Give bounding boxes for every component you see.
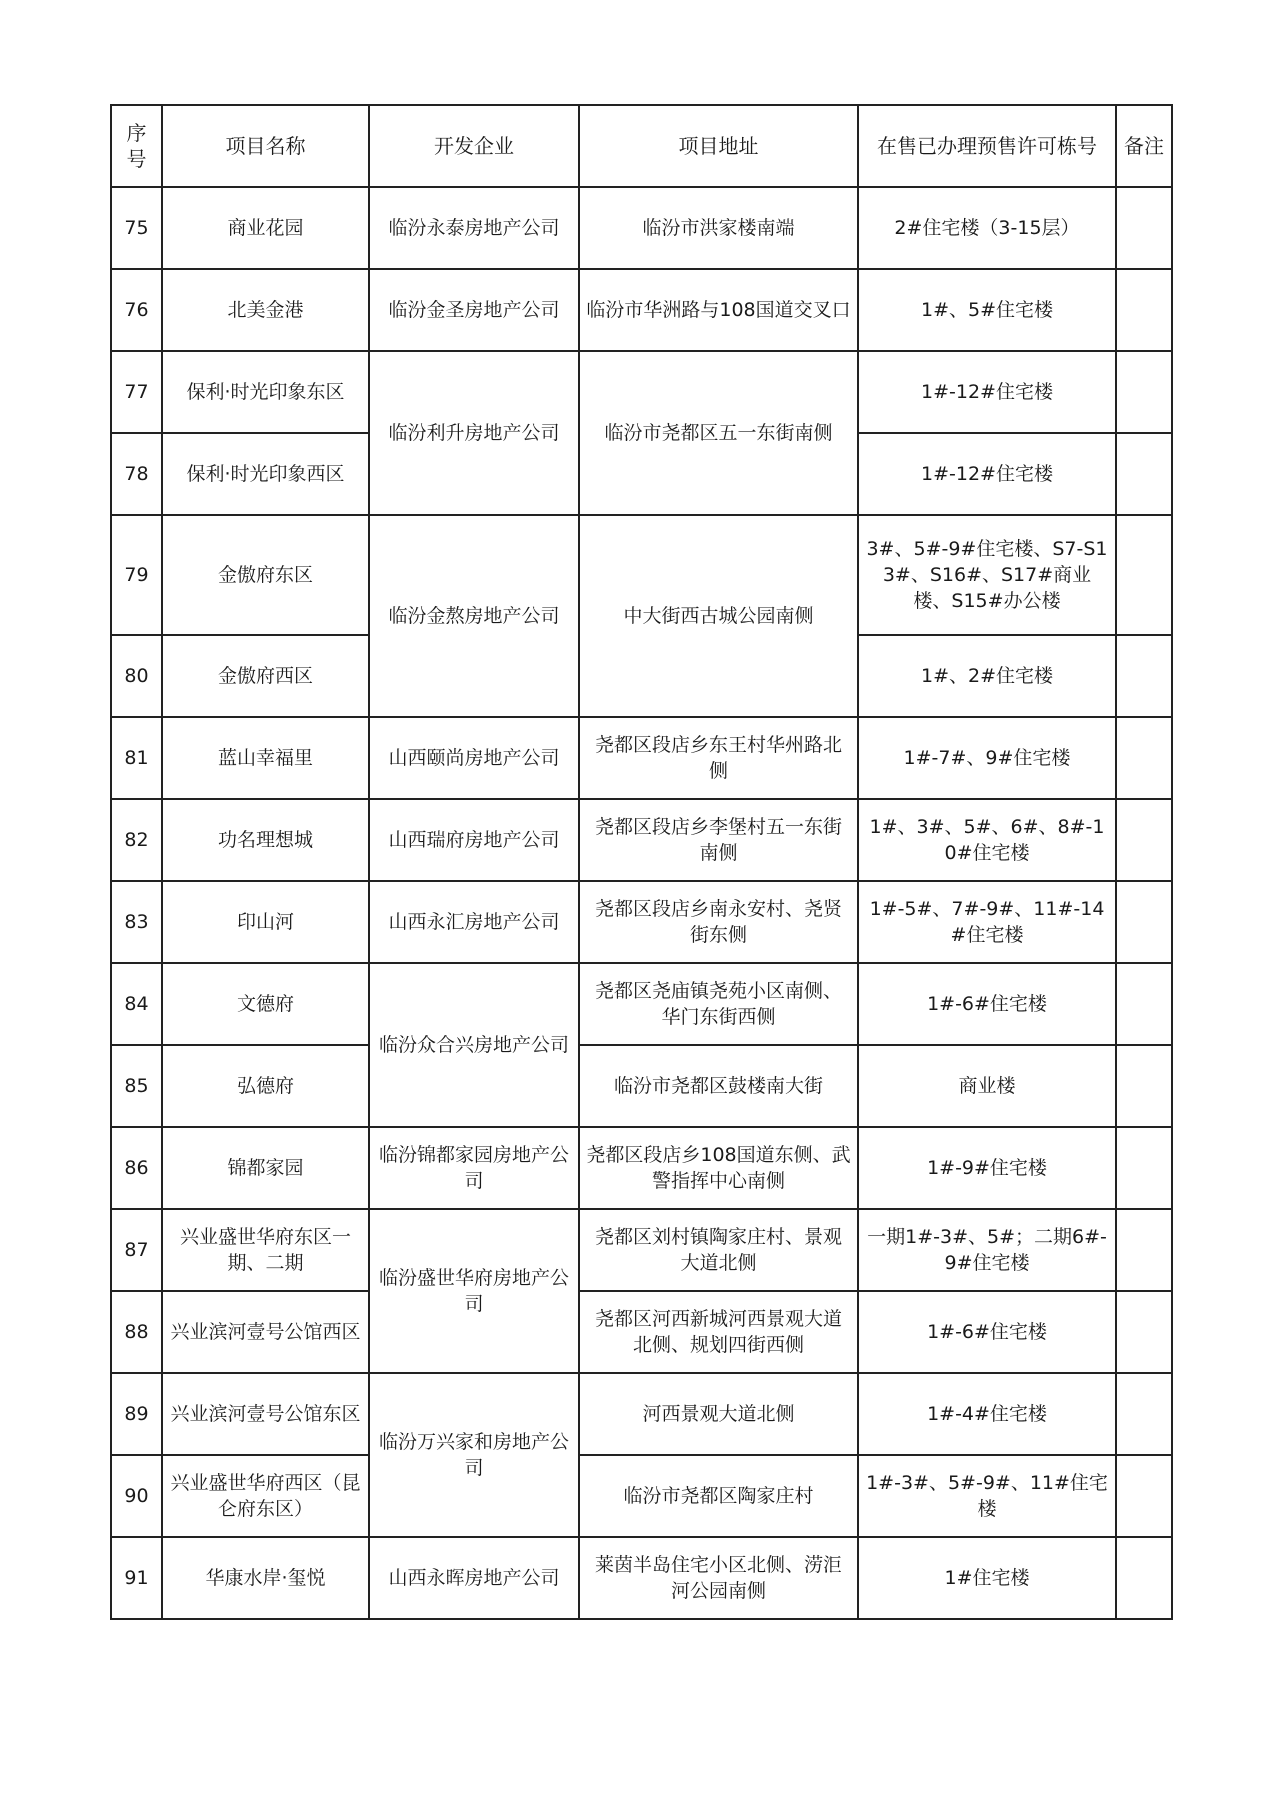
cell-address: 尧都区段店乡李堡村五一东街南侧 [579, 799, 858, 881]
table-row [111, 1127, 1172, 1209]
cell-project-name: 弘德府 [162, 1045, 369, 1127]
cell-buildings: 1#-4#住宅楼 [858, 1373, 1116, 1455]
cell-remarks [1116, 433, 1172, 515]
table-row [111, 269, 1172, 351]
cell-no: 81 [111, 717, 162, 799]
cell-project-name: 兴业滨河壹号公馆西区 [162, 1291, 369, 1373]
cell-project-name: 华康水岸·玺悦 [162, 1537, 369, 1619]
cell-address: 临汾市尧都区陶家庄村 [579, 1455, 858, 1537]
cell-address: 临汾市尧都区鼓楼南大街 [579, 1045, 858, 1127]
cell-remarks [1116, 1537, 1172, 1619]
table-row [111, 1373, 1172, 1455]
cell-no: 75 [111, 187, 162, 269]
cell-address: 莱茵半岛住宅小区北侧、涝洰河公园南侧 [579, 1537, 858, 1619]
cell-no: 82 [111, 799, 162, 881]
header-no: 序号 [111, 105, 162, 187]
table-row [111, 717, 1172, 799]
cell-buildings: 1#-5#、7#-9#、11#-14#住宅楼 [858, 881, 1116, 963]
table-row [111, 1209, 1172, 1291]
cell-project-name: 金傲府西区 [162, 635, 369, 717]
cell-address: 尧都区刘村镇陶家庄村、景观大道北侧 [579, 1209, 858, 1291]
table-row [111, 799, 1172, 881]
cell-developer: 临汾利升房地产公司 [369, 351, 579, 515]
cell-developer: 临汾众合兴房地产公司 [369, 963, 579, 1127]
cell-address: 尧都区尧庙镇尧苑小区南侧、华门东街西侧 [579, 963, 858, 1045]
cell-project-name: 功名理想城 [162, 799, 369, 881]
cell-project-name: 锦都家园 [162, 1127, 369, 1209]
cell-no: 85 [111, 1045, 162, 1127]
cell-remarks [1116, 881, 1172, 963]
header-address: 项目地址 [579, 105, 858, 187]
cell-remarks [1116, 1127, 1172, 1209]
table-row [111, 1291, 1172, 1373]
cell-remarks [1116, 799, 1172, 881]
cell-buildings: 1#、2#住宅楼 [858, 635, 1116, 717]
cell-remarks [1116, 1209, 1172, 1291]
cell-address: 尧都区河西新城河西景观大道北侧、规划四街西侧 [579, 1291, 858, 1373]
cell-address: 临汾市尧都区五一东街南侧 [579, 351, 858, 515]
cell-developer: 临汾金熬房地产公司 [369, 515, 579, 717]
cell-remarks [1116, 635, 1172, 717]
cell-buildings: 1#-7#、9#住宅楼 [858, 717, 1116, 799]
cell-remarks [1116, 515, 1172, 635]
cell-no: 88 [111, 1291, 162, 1373]
cell-no: 91 [111, 1537, 162, 1619]
cell-remarks [1116, 1045, 1172, 1127]
cell-buildings: 3#、5#-9#住宅楼、S7-S13#、S16#、S17#商业楼、S15#办公楼 [858, 515, 1116, 635]
cell-project-name: 兴业盛世华府西区（昆仑府东区） [162, 1455, 369, 1537]
cell-buildings: 1#-6#住宅楼 [858, 1291, 1116, 1373]
cell-developer: 山西永晖房地产公司 [369, 1537, 579, 1619]
cell-project-name: 金傲府东区 [162, 515, 369, 635]
cell-remarks [1116, 187, 1172, 269]
presale-permit-table [110, 104, 1173, 1620]
table-row [111, 881, 1172, 963]
cell-developer: 山西永汇房地产公司 [369, 881, 579, 963]
cell-buildings: 1#-3#、5#-9#、11#住宅楼 [858, 1455, 1116, 1537]
cell-project-name: 文德府 [162, 963, 369, 1045]
cell-no: 89 [111, 1373, 162, 1455]
header-project-name: 项目名称 [162, 105, 369, 187]
cell-project-name: 商业花园 [162, 187, 369, 269]
cell-no: 77 [111, 351, 162, 433]
header-remarks: 备注 [1116, 105, 1172, 187]
cell-remarks [1116, 963, 1172, 1045]
cell-no: 78 [111, 433, 162, 515]
cell-developer: 山西瑞府房地产公司 [369, 799, 579, 881]
cell-developer: 临汾锦都家园房地产公司 [369, 1127, 579, 1209]
cell-remarks [1116, 1455, 1172, 1537]
table-row [111, 1537, 1172, 1619]
cell-remarks [1116, 717, 1172, 799]
table-row [111, 515, 1172, 635]
cell-buildings: 1#、5#住宅楼 [858, 269, 1116, 351]
cell-remarks [1116, 1373, 1172, 1455]
cell-no: 87 [111, 1209, 162, 1291]
cell-no: 84 [111, 963, 162, 1045]
table-row [111, 1045, 1172, 1127]
cell-address: 临汾市洪家楼南端 [579, 187, 858, 269]
cell-buildings: 1#住宅楼 [858, 1537, 1116, 1619]
cell-buildings: 商业楼 [858, 1045, 1116, 1127]
cell-buildings: 1#-9#住宅楼 [858, 1127, 1116, 1209]
cell-address: 河西景观大道北侧 [579, 1373, 858, 1455]
cell-remarks [1116, 269, 1172, 351]
cell-buildings: 1#-12#住宅楼 [858, 351, 1116, 433]
cell-no: 80 [111, 635, 162, 717]
cell-address: 尧都区段店乡108国道东侧、武警指挥中心南侧 [579, 1127, 858, 1209]
cell-developer: 山西颐尚房地产公司 [369, 717, 579, 799]
table-row [111, 187, 1172, 269]
cell-developer: 临汾盛世华府房地产公司 [369, 1209, 579, 1373]
cell-no: 76 [111, 269, 162, 351]
table-header-row [111, 105, 1172, 187]
cell-project-name: 兴业滨河壹号公馆东区 [162, 1373, 369, 1455]
cell-buildings: 一期1#-3#、5#；二期6#-9#住宅楼 [858, 1209, 1116, 1291]
cell-address: 临汾市华洲路与108国道交叉口 [579, 269, 858, 351]
cell-no: 90 [111, 1455, 162, 1537]
header-buildings: 在售已办理预售许可栋号 [858, 105, 1116, 187]
header-developer: 开发企业 [369, 105, 579, 187]
cell-project-name: 保利·时光印象东区 [162, 351, 369, 433]
cell-buildings: 2#住宅楼（3-15层） [858, 187, 1116, 269]
cell-no: 86 [111, 1127, 162, 1209]
cell-developer: 临汾万兴家和房地产公司 [369, 1373, 579, 1537]
cell-remarks [1116, 1291, 1172, 1373]
table-row [111, 1455, 1172, 1537]
cell-buildings: 1#-6#住宅楼 [858, 963, 1116, 1045]
cell-no: 83 [111, 881, 162, 963]
cell-address: 中大街西古城公园南侧 [579, 515, 858, 717]
cell-project-name: 兴业盛世华府东区一期、二期 [162, 1209, 369, 1291]
cell-developer: 临汾永泰房地产公司 [369, 187, 579, 269]
cell-project-name: 印山河 [162, 881, 369, 963]
cell-address: 尧都区段店乡南永安村、尧贤街东侧 [579, 881, 858, 963]
cell-no: 79 [111, 515, 162, 635]
cell-developer: 临汾金圣房地产公司 [369, 269, 579, 351]
table-row [111, 351, 1172, 433]
table-row [111, 963, 1172, 1045]
cell-address: 尧都区段店乡东王村华州路北侧 [579, 717, 858, 799]
cell-remarks [1116, 351, 1172, 433]
cell-project-name: 北美金港 [162, 269, 369, 351]
cell-project-name: 蓝山幸福里 [162, 717, 369, 799]
cell-buildings: 1#、3#、5#、6#、8#-10#住宅楼 [858, 799, 1116, 881]
cell-project-name: 保利·时光印象西区 [162, 433, 369, 515]
cell-buildings: 1#-12#住宅楼 [858, 433, 1116, 515]
